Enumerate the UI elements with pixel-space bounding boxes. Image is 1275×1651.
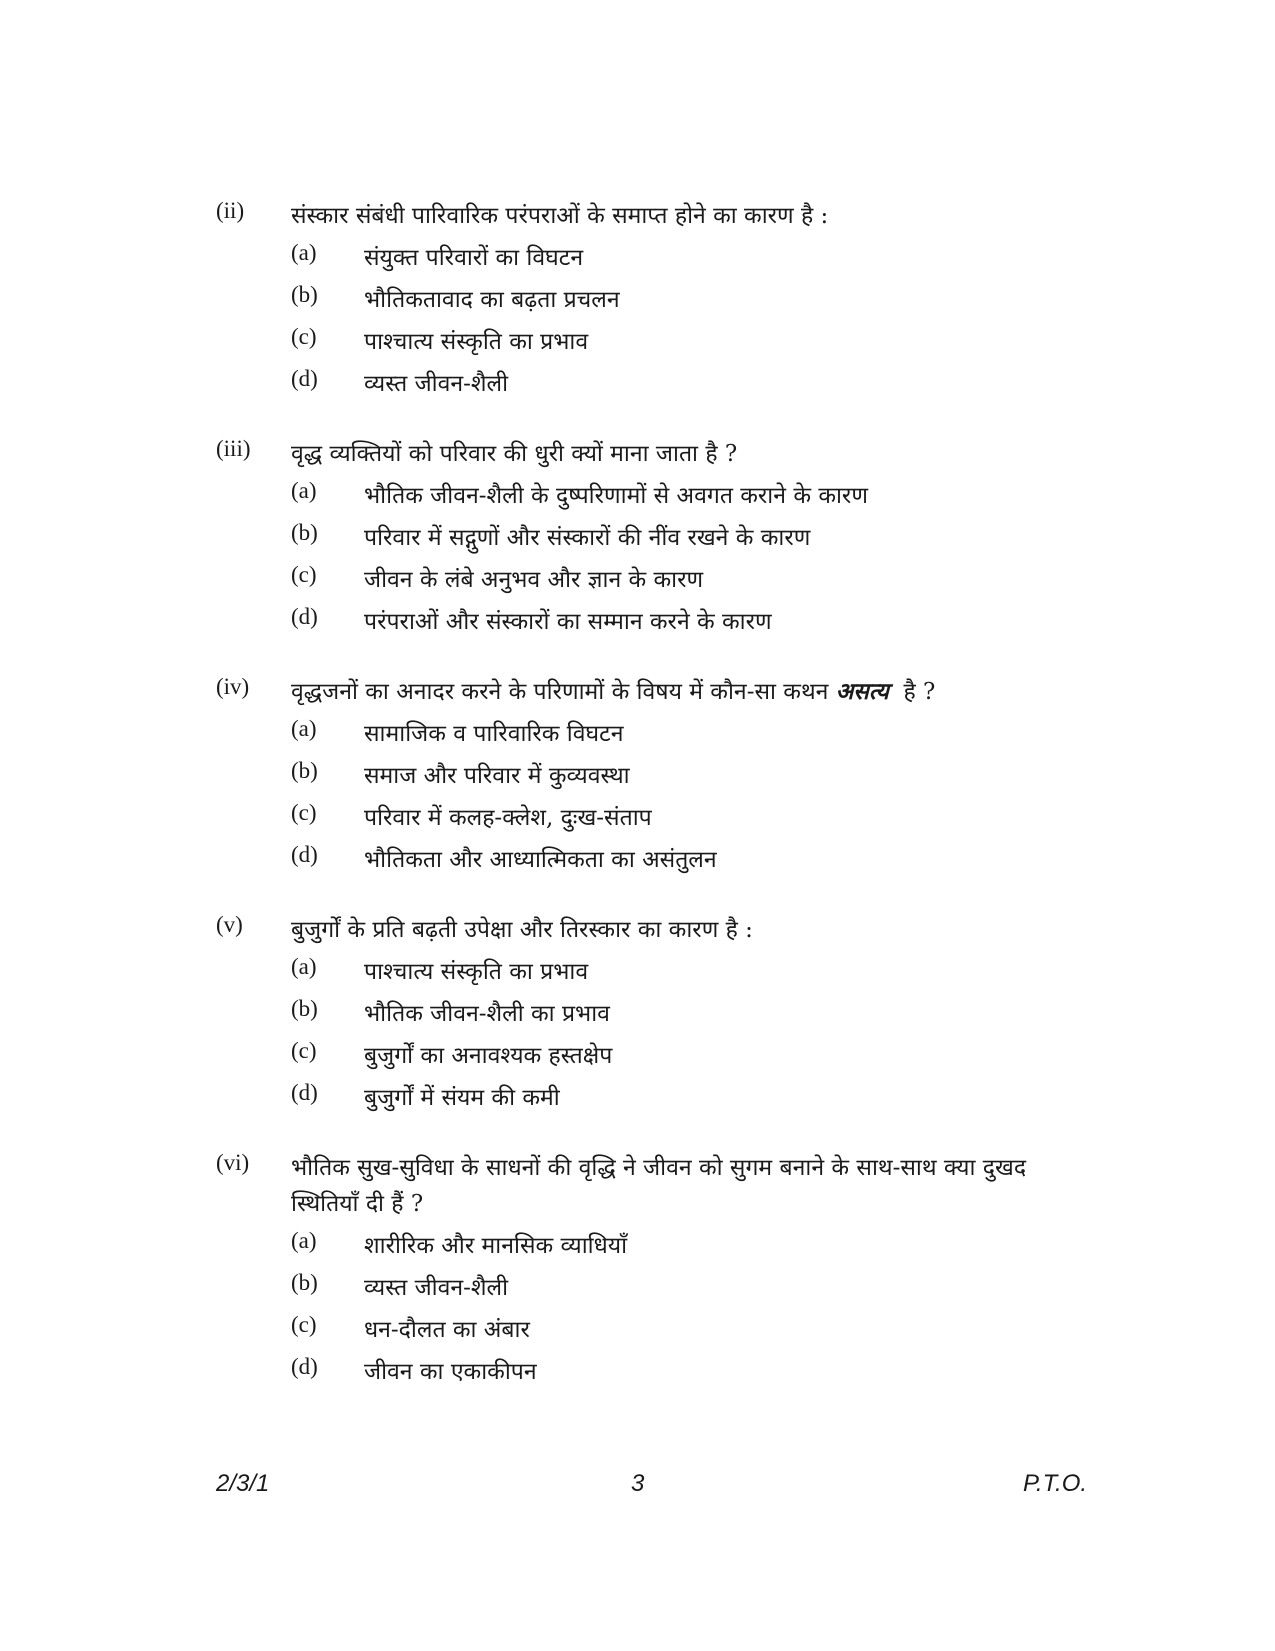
option-text: व्यस्त जीवन-शैली	[364, 1275, 509, 1301]
option-c	[0, 562, 1275, 598]
option-a	[0, 954, 1275, 990]
option-a	[0, 716, 1275, 752]
option-b	[0, 520, 1275, 556]
option-label: (d)	[291, 1354, 318, 1379]
option-b	[0, 996, 1275, 1032]
option-text: परिवार में कलह-क्लेश, दुःख-संताप	[364, 805, 652, 831]
question-number: (ii)	[216, 198, 245, 223]
option-b	[0, 1270, 1275, 1306]
option-label: (c)	[291, 1038, 317, 1063]
option-text: धन-दौलत का अंबार	[364, 1317, 530, 1343]
option-text: पाश्चात्य संस्कृति का प्रभाव	[364, 959, 589, 985]
option-c	[0, 1312, 1275, 1348]
option-text: भौतिक जीवन-शैली का प्रभाव	[364, 1001, 610, 1027]
option-text: भौतिकतावाद का बढ़ता प्रचलन	[364, 287, 620, 313]
option-text: शारीरिक और मानसिक व्याधियाँ	[364, 1233, 628, 1259]
question-number: (vi)	[216, 1150, 250, 1175]
option-text: परंपराओं और संस्कारों का सम्मान करने के कारण	[364, 609, 772, 635]
question-text-end: है ?	[903, 679, 936, 705]
question-text: बुजुर्गों के प्रति बढ़ती उपेक्षा और तिरस्कार का कारण है :	[291, 917, 753, 943]
option-label: (c)	[291, 562, 317, 587]
option-label: (d)	[291, 842, 318, 867]
option-d	[0, 604, 1275, 640]
option-text: बुजुर्गों में संयम की कमी	[364, 1085, 560, 1111]
option-c	[0, 324, 1275, 360]
please-turn-over: P.T.O.	[1023, 1470, 1088, 1497]
option-b	[0, 758, 1275, 794]
option-label: (c)	[291, 800, 317, 825]
option-a	[0, 478, 1275, 514]
paper-code: 2/3/1	[216, 1470, 270, 1497]
option-label: (a)	[291, 478, 317, 503]
option-d	[0, 842, 1275, 878]
option-label: (d)	[291, 1080, 318, 1105]
option-label: (c)	[291, 324, 317, 349]
question-number: (iii)	[216, 436, 251, 461]
option-b	[0, 282, 1275, 318]
option-label: (a)	[291, 1228, 317, 1253]
option-c	[0, 1038, 1275, 1074]
option-text: परिवार में सद्गुणों और संस्कारों की नींव रखने के कारण	[364, 525, 811, 551]
option-label: (d)	[291, 604, 318, 629]
option-label: (c)	[291, 1312, 317, 1337]
option-label: (a)	[291, 716, 317, 741]
option-label: (b)	[291, 758, 318, 783]
option-label: (b)	[291, 520, 318, 545]
option-text: व्यस्त जीवन-शैली	[364, 371, 509, 397]
option-text: भौतिकता और आध्यात्मिकता का असंतुलन	[364, 847, 717, 873]
question-text	[291, 674, 1081, 710]
option-text: भौतिक जीवन-शैली के दुष्परिणामों से अवगत कराने के कारण	[364, 483, 868, 509]
question-text: संस्कार संबंधी पारिवारिक परंपराओं के समाप्त होने का कारण है :	[291, 203, 829, 229]
option-d	[0, 366, 1275, 402]
option-label: (a)	[291, 240, 317, 265]
option-text: बुजुर्गों का अनावश्यक हस्तक्षेप	[364, 1043, 613, 1069]
emphasis-word: असत्य	[835, 678, 889, 705]
option-text: समाज और परिवार में कुव्यवस्था	[364, 763, 630, 789]
option-label: (b)	[291, 282, 318, 307]
option-d	[0, 1354, 1275, 1390]
option-text: सामाजिक व पारिवारिक विघटन	[364, 721, 624, 747]
page-number: 3	[631, 1470, 645, 1497]
option-text: जीवन के लंबे अनुभव और ज्ञान के कारण	[364, 567, 704, 593]
option-a	[0, 240, 1275, 276]
option-label: (b)	[291, 996, 318, 1021]
option-label: (d)	[291, 366, 318, 391]
option-d	[0, 1080, 1275, 1116]
option-label: (a)	[291, 954, 317, 979]
question-text-start: वृद्धजनों का अनादर करने के परिणामों के विषय में कौन-सा कथन	[291, 679, 829, 705]
option-a	[0, 1228, 1275, 1264]
question-text: भौतिक सुख-सुविधा के साधनों की वृद्धि ने जीवन को सुगम बनाने के साथ-साथ क्या दुखद स्थितियाँ दी हैं ?	[291, 1155, 1027, 1217]
option-text: जीवन का एकाकीपन	[364, 1359, 537, 1385]
question-number: (v)	[216, 912, 243, 937]
option-text: संयुक्त परिवारों का विघटन	[364, 245, 584, 271]
question-text: वृद्ध व्यक्तियों को परिवार की धुरी क्यों माना जाता है ?	[291, 441, 738, 467]
question-number: (iv)	[216, 674, 250, 699]
option-c	[0, 800, 1275, 836]
option-label: (b)	[291, 1270, 318, 1295]
option-text: पाश्चात्य संस्कृति का प्रभाव	[364, 329, 589, 355]
